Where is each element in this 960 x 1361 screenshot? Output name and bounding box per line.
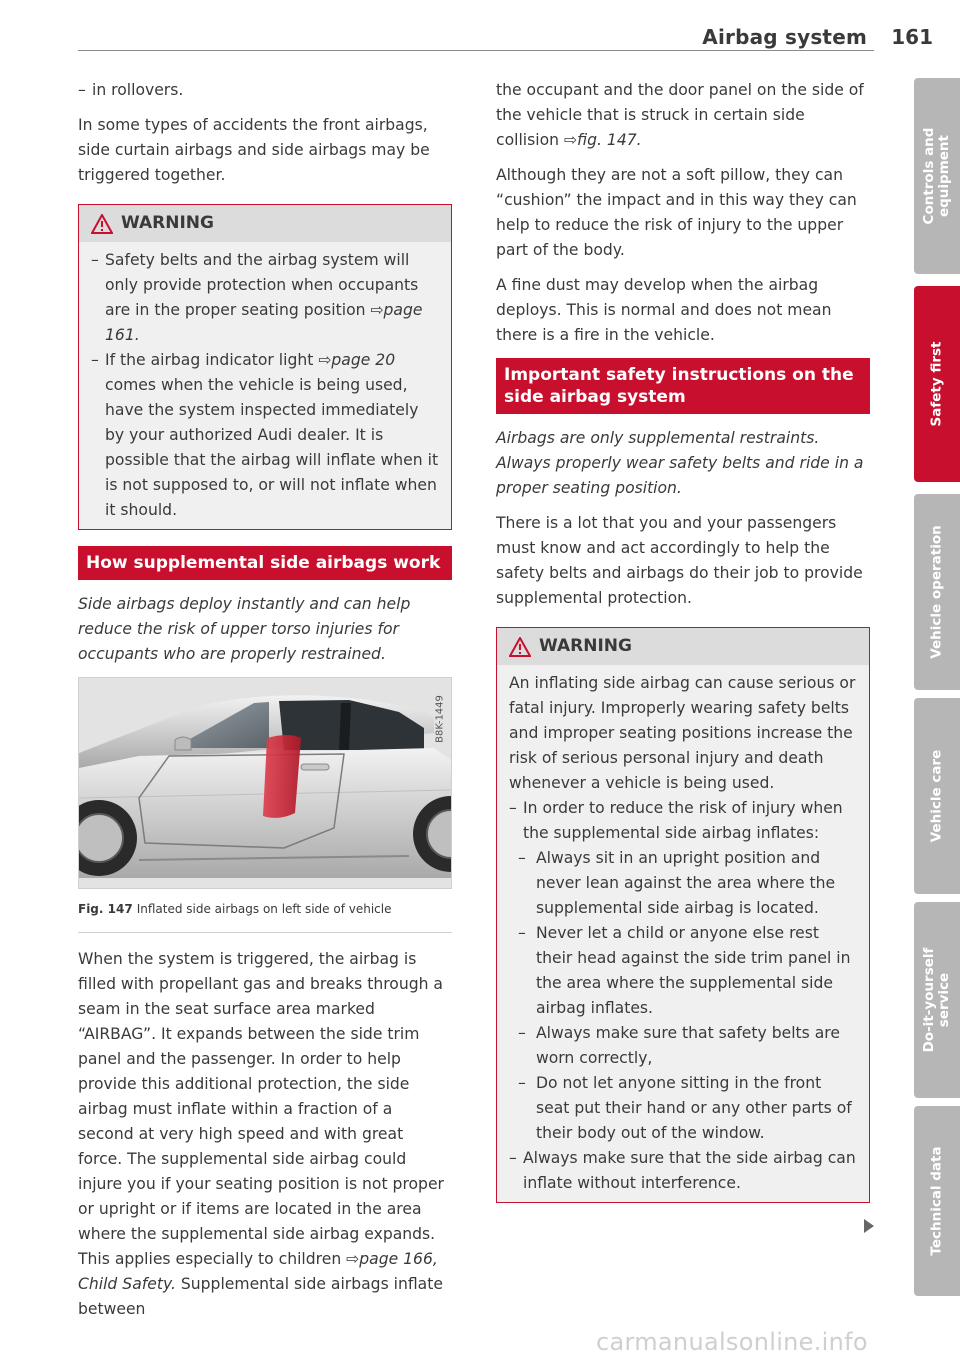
- tab-vehicle-operation[interactable]: Vehicle operation: [914, 494, 960, 690]
- paragraph: Although they are not a soft pillow, they can “cushion” the impact and in this way they can help to reduce the risk of injury to the upper part of the body.: [496, 166, 857, 259]
- section-intro: Airbags are only supplemental restraints. Always properly wear safety belts and ride in a proper seating position.: [496, 429, 864, 497]
- sub-list-item: – Never let a child or anyone else rest their head against the side trim panel in the area where the supplemental side airbag inflates.: [518, 924, 851, 1017]
- section-heading: Important safety instructions on the side airbag system: [496, 358, 870, 414]
- page-link[interactable]: ⇨page 161.: [105, 301, 423, 344]
- list-item: – If the airbag indicator light ⇨page 20 comes when the vehicle is being used, have the system inspected immediately by your authorized Audi dealer. It is possible that the airbag will inflate when it is not supposed to, or will not inflate when it should.: [91, 351, 439, 519]
- figure-caption: Fig. 147 Inflated side airbags on left side of vehicle: [78, 889, 452, 933]
- page-number: 161: [891, 25, 933, 49]
- sub-list-item: – Always sit in an upright position and never lean against the area where the supplemental side airbag is located.: [518, 849, 836, 917]
- header-rule: [78, 50, 874, 51]
- figure-image: [78, 677, 452, 889]
- warning-label: WARNING: [121, 213, 214, 233]
- watermark: carmanualsonline.info: [596, 1328, 868, 1356]
- list-item: – Safety belts and the airbag system will only provide protection when occupants are in the proper seating position ⇨page 161.: [91, 251, 423, 344]
- warning-label: WARNING: [539, 636, 632, 656]
- warning-intro: An inflating side airbag can cause serious or fatal injury. Improperly wearing safety belts and improper seating positions increase the risk of serious personal injury and death whenever a vehicle is being used.: [509, 674, 856, 792]
- page-link[interactable]: ⇨page 166, Child Safety.: [78, 1250, 438, 1293]
- tab-technical-data[interactable]: Technical data: [914, 1106, 960, 1296]
- figure-link[interactable]: ⇨fig. 147.: [563, 131, 642, 149]
- warning-box: [496, 627, 870, 1203]
- continue-arrow-icon: [864, 1219, 874, 1233]
- section-title: Airbag system: [702, 25, 867, 49]
- tab-safety-first[interactable]: Safety first: [914, 286, 960, 482]
- warning-header: [497, 628, 869, 665]
- right-column: [496, 78, 870, 1219]
- warning-header: [79, 205, 451, 242]
- tab-controls-and-equipment[interactable]: Controls and equipment: [914, 78, 960, 274]
- list-item: – Always make sure that the side airbag can inflate without interference.: [509, 1149, 856, 1192]
- list-item: – in rollovers.: [78, 81, 184, 99]
- paragraph: A fine dust may develop when the airbag deploys. This is normal and does not mean there is a fire in the vehicle.: [496, 276, 832, 344]
- page-link[interactable]: ⇨page 20: [318, 351, 396, 369]
- tab-vehicle-care[interactable]: Vehicle care: [914, 698, 960, 894]
- paragraph: When the system is triggered, the airbag is filled with propellant gas and breaks through a seam in the seat surface area marked “AIRBAG”. It expands between the side trim panel and the passenger. In order to help provide this additional protection, the side airbag must inflate within a fraction of a second at very high speed and with great force. The supplemental side airbag could injure you if your seating position is not proper or upright or if items are located in the area where the supplemental side airbag expands. This applies especially to children ⇨page 166, Child Safety. Supplemental side airbags inflate between: [78, 950, 444, 1318]
- paragraph: There is a lot that you and your passengers must know and act accordingly to help the safety belts and airbags do their job to provide supplemental protection.: [496, 514, 863, 607]
- figure-code: B8K-1449: [434, 695, 446, 743]
- section-heading: How supplemental side airbags work: [78, 546, 452, 580]
- list-item: – In order to reduce the risk of injury when the supplemental side airbag inflates:: [509, 799, 843, 842]
- section-intro: Side airbags deploy instantly and can help reduce the risk of upper torso injuries for occupants who are properly restrained.: [78, 595, 411, 663]
- warning-triangle-icon: [91, 214, 113, 234]
- paragraph: the occupant and the door panel on the side of the vehicle that is struck in certain side collision ⇨fig. 147.: [496, 81, 864, 149]
- left-column: [78, 78, 452, 1332]
- car-side-airbag-illustration: [79, 678, 451, 888]
- sub-list-item: – Do not let anyone sitting in the front seat put their hand or any other parts of their body out of the window.: [518, 1074, 852, 1142]
- tab-do-it-yourself-service[interactable]: Do-it-yourself service: [914, 902, 960, 1098]
- sub-list-item: – Always make sure that safety belts are worn correctly,: [518, 1024, 840, 1067]
- warning-box: [78, 204, 452, 530]
- warning-triangle-icon: [509, 637, 531, 657]
- paragraph: In some types of accidents the front airbags, side curtain airbags and side airbags may be triggered together.: [78, 116, 430, 184]
